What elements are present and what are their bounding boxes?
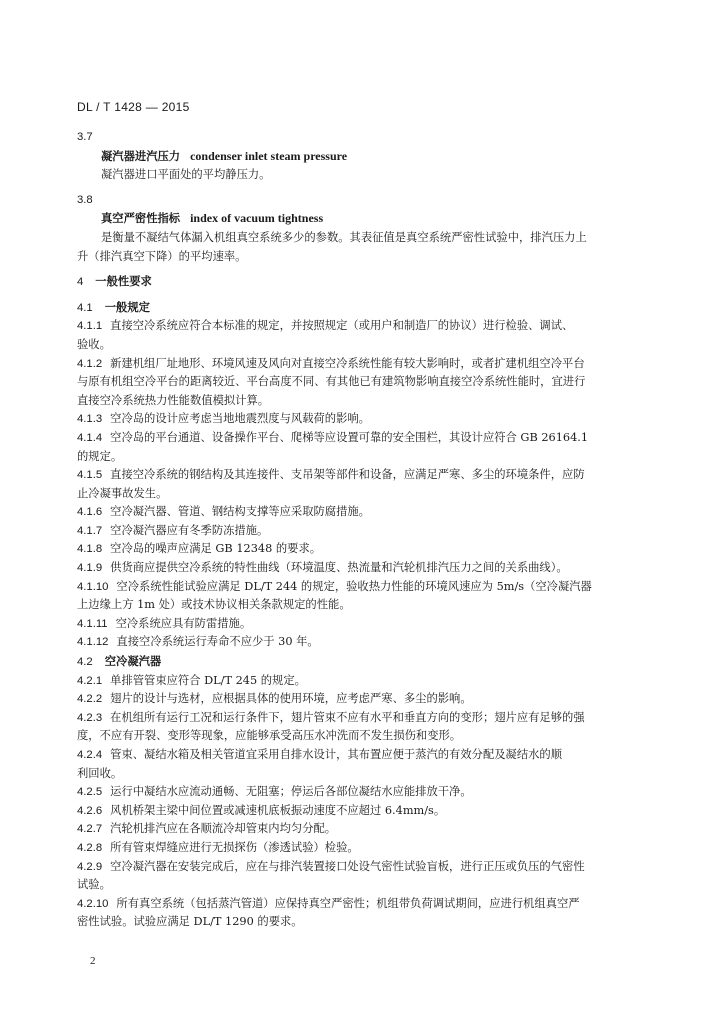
clause-line <box>77 802 660 821</box>
section-title: 一般性要求 <box>95 274 152 289</box>
clause-text: 直接空冷系统运行寿命不应少于 30 年。 <box>116 635 319 649</box>
clause-text: 上边缘上方 1m 处）或技术协议相关条款规定的性能。 <box>77 598 351 612</box>
clause-line <box>77 895 660 914</box>
clause-line <box>77 429 660 448</box>
clause-number: 4.1.9 <box>77 562 103 575</box>
clause-text: 直接空冷系统热力性能数值模拟计算。 <box>77 393 270 407</box>
clause-text: 与原有机组空冷平台的距离较近、平台高度不同、有其他已有建筑物影响直接空冷系统性能时，宜进行 <box>77 375 586 389</box>
clause-text: 空冷系统性能试验应满足 DL/T 244 的规定，验收热力性能的环境风速应为 5m/s（空冷凝汽器 <box>116 579 592 593</box>
term-zh: 真空严密性指标 <box>101 211 181 226</box>
clause-text: 验收。 <box>77 337 111 351</box>
clause-text: 空冷岛的噪声应满足 GB 12348 的要求。 <box>110 542 322 556</box>
clause-text: 所有管束焊缝应进行无损探伤（渗透试验）检验。 <box>110 840 359 854</box>
clause-line <box>77 336 660 355</box>
clause-line <box>77 765 660 784</box>
clause-line <box>77 540 660 559</box>
clause-number: 4.2.9 <box>77 860 103 873</box>
clause-text: 直接空冷系统的钢结构及其连接件、支吊架等部件和设备，应满足严寒、多尘的环境条件，应防 <box>110 468 585 482</box>
section-number: 4 <box>77 276 84 289</box>
clause-number: 4.2.3 <box>77 711 103 724</box>
definition-text: 是衡量不凝结气体漏入机组真空系统多少的参数。其表征值是真空系统严密性试验中，排汽压力上 <box>101 230 587 244</box>
clause-number: 4.2.2 <box>77 693 103 706</box>
section-heading <box>77 272 660 292</box>
clause-text: 翅片的设计与选材，应根据具体的使用环境，应考虑严寒、多尘的影响。 <box>110 692 472 706</box>
clause-line <box>77 820 660 839</box>
page-number: 2 <box>90 955 96 967</box>
clause-number: 4.1.7 <box>77 524 103 537</box>
term-zh: 凝汽器进汽压力 <box>101 148 181 163</box>
clause-line <box>77 913 660 932</box>
clause-line <box>77 410 660 429</box>
clause-line <box>77 355 660 374</box>
clause-line <box>77 709 660 728</box>
clause-text: 新建机组厂址地形、环境风速及风向对直接空冷系统性能有较大影响时，或者扩建机组空冷平台 <box>110 356 585 370</box>
clause-number: 4.1.4 <box>77 431 103 444</box>
clause-text: 单排管管束应符合 DL/T 245 的规定。 <box>110 673 306 687</box>
clause-list-4-2 <box>77 672 660 932</box>
clause-line <box>77 522 660 541</box>
clause-line <box>77 559 660 578</box>
section-title: 空冷凝汽器 <box>104 654 162 669</box>
clause-line <box>77 858 660 877</box>
clause-text: 在机组所有运行工况和运行条件下，翅片管束不应有水平和垂直方向的变形；翅片应有足够的强 <box>110 710 585 724</box>
clause-text: 空冷岛的平台通道、设备操作平台、爬梯等应设置可靠的安全围栏，其设计应符合 GB 26164.1 <box>110 430 589 444</box>
clause-text: 运行中凝结水应流动通畅、无阻塞；停运后各部位凝结水应能排放干净。 <box>110 785 472 799</box>
clause-line <box>77 876 660 895</box>
clause-text: 供货商应提供空冷系统的特性曲线（环境温度、热流量和汽轮机排汽压力之间的关系曲线）。 <box>110 561 568 575</box>
section-number: 4.1 <box>77 301 93 314</box>
clause-text: 所有真空系统（包括蒸汽管道）应保持真空严密性；机组带负荷调试期间，应进行机组真空严 <box>116 896 580 910</box>
clause-line <box>77 839 660 858</box>
clause-number: 4.1.2 <box>77 357 103 370</box>
clause-line <box>77 392 660 411</box>
section-number: 4.2 <box>77 656 93 669</box>
clause-line <box>77 727 660 746</box>
term-en: condenser inlet steam pressure <box>190 148 348 163</box>
clause-text: 汽轮机排汽应在各顺流冷却管束内均匀分配。 <box>110 822 337 836</box>
clause-number: 4.1.8 <box>77 543 103 556</box>
clause-line <box>77 672 660 691</box>
clause-number: 4.1.5 <box>77 469 103 482</box>
clause-line <box>77 485 660 504</box>
definition-text: 升（排汽真空下降）的平均速率。 <box>77 249 247 263</box>
subsection-heading <box>77 298 660 318</box>
clause-list-4-1 <box>77 317 660 652</box>
clause-line <box>77 317 660 336</box>
definition-number: 3.7 <box>77 131 93 143</box>
clause-text: 度，不应有开裂、变形等现象，应能够承受高压水冲洗而不发生损伤和变形。 <box>77 729 462 743</box>
document-code: DL / T 1428 — 2015 <box>77 100 190 114</box>
clause-number: 4.1.1 <box>77 320 103 333</box>
term-en: index of vacuum tightness <box>190 211 324 226</box>
clause-number: 4.2.8 <box>77 841 103 854</box>
clause-line <box>77 466 660 485</box>
definition-text: 凝汽器进口平面处的平均静压力。 <box>101 168 271 182</box>
clause-number: 4.2.5 <box>77 786 103 799</box>
definition-number: 3.8 <box>77 193 93 206</box>
clause-text: 利回收。 <box>77 766 123 780</box>
clause-text: 止冷凝事故发生。 <box>77 486 168 500</box>
page-content <box>77 128 660 932</box>
clause-text: 空冷凝汽器应有冬季防冻措施。 <box>110 523 269 537</box>
clause-text: 直接空冷系统应符合本标准的规定，并按照规定（或用户和制造厂的协议）进行检验、调试、 <box>110 319 574 333</box>
clause-line <box>77 633 660 652</box>
clause-number: 4.2.10 <box>77 897 109 910</box>
clause-line <box>77 615 660 634</box>
clause-number: 4.1.10 <box>77 580 109 593</box>
clause-line <box>77 373 660 392</box>
clause-line <box>77 578 660 597</box>
clause-number: 4.2.7 <box>77 823 103 836</box>
clause-line <box>77 746 660 765</box>
subsection-heading <box>77 652 660 672</box>
definition-term <box>77 147 660 167</box>
clause-text: 管束、凝结水箱及相关管道宜采用自排水设计，其布置应便于蒸汽的有效分配及凝结水的顺 <box>110 748 563 761</box>
clause-number: 4.2.4 <box>77 749 103 761</box>
clause-line <box>77 690 660 709</box>
section-title: 一般规定 <box>104 299 150 314</box>
clause-text: 空冷岛的设计应考虑当地地震烈度与风载荷的影响。 <box>110 412 370 426</box>
clause-line <box>77 783 660 802</box>
clause-text: 空冷凝汽器、管道、钢结构支撑等应采取防腐措施。 <box>110 505 370 519</box>
clause-text: 空冷系统应具有防雷措施。 <box>115 616 252 630</box>
clause-number: 4.1.3 <box>77 413 103 426</box>
clause-number: 4.2.1 <box>77 674 103 687</box>
clause-number: 4.1.6 <box>77 506 103 519</box>
clause-line <box>77 448 660 467</box>
clause-text: 试验。 <box>77 878 111 892</box>
clause-number: 4.1.12 <box>77 636 109 649</box>
clause-text: 空冷凝汽器在安装完成后，应在与排汽装置接口处设气密性试验盲板，进行正压或负压的气密性 <box>110 859 585 873</box>
definition-term <box>77 209 660 229</box>
clause-text: 的规定。 <box>77 449 123 463</box>
clause-text: 密性试验。试验应满足 DL/T 1290 的要求。 <box>77 915 303 929</box>
clause-line <box>77 503 660 522</box>
clause-number: 4.1.11 <box>77 617 108 630</box>
clause-text: 风机桥架主梁中间位置或减速机底板振动速度不应超过 6.4mm/s。 <box>110 803 446 817</box>
clause-line <box>77 596 660 615</box>
clause-number: 4.2.6 <box>77 804 103 817</box>
